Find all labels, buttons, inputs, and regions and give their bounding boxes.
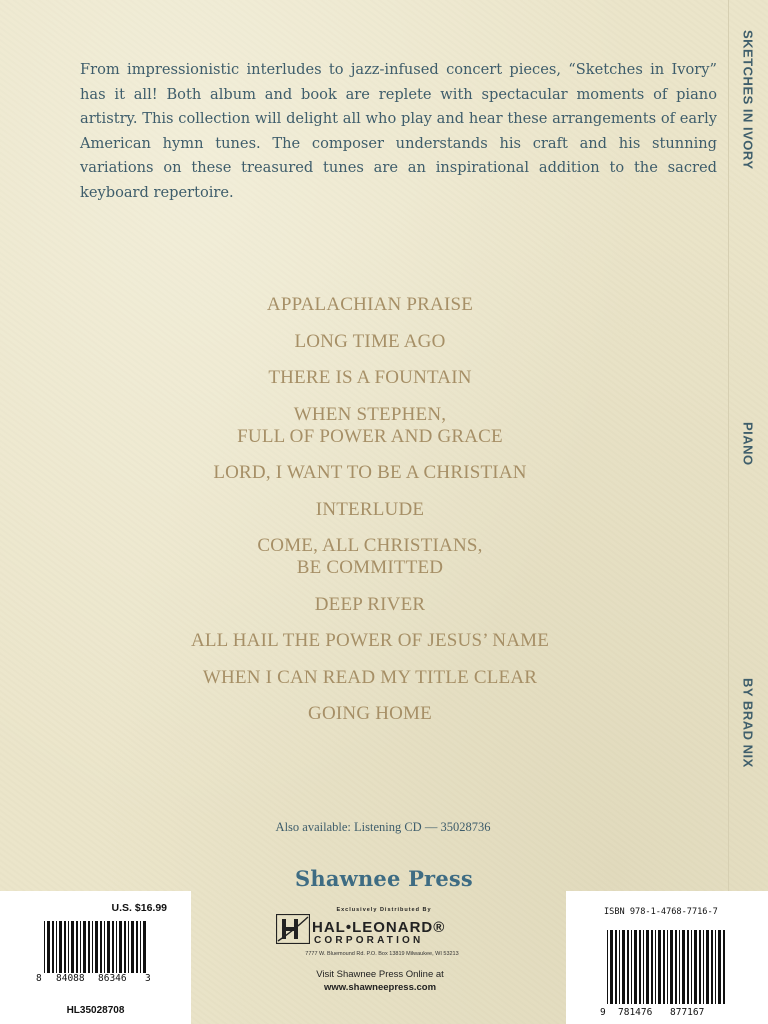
contents-item <box>170 535 570 579</box>
contents-item-title: WHEN I CAN READ MY TITLE CLEAR <box>202 666 538 688</box>
upc-digit-group: 86346 <box>98 973 127 984</box>
upc-barcode-icon <box>44 921 148 973</box>
also-available-note: Also available: Listening CD — 35028736 <box>275 820 491 834</box>
contents-item <box>170 404 570 448</box>
contents-item <box>170 294 570 316</box>
contents-item-title: COME, ALL CHRISTIANS, <box>257 535 483 556</box>
distributor-corporation: CORPORATION <box>314 935 424 946</box>
isbn-digit-group: 781476 <box>618 1007 653 1018</box>
contents-item-title: ALL HAIL THE POWER OF JESUS’ NAME <box>190 630 550 651</box>
spine-author: BY BRAD NIX <box>740 678 756 768</box>
contents-list <box>170 294 570 740</box>
spine-divider <box>728 0 729 1024</box>
contents-item-title: LORD, I WANT TO BE A CHRISTIAN <box>213 462 527 483</box>
publisher-logo-text: Shawnee Press <box>295 866 473 891</box>
spine-instrument: PIANO <box>740 422 756 466</box>
description-blurb: From impressionistic interludes to jazz-infused concert pieces, “Sketches in Ivory” has it all! Both album and book are replete with spectacular moments of piano artistry. This collection will delight all who play and hear these arrangements of early American hymn tunes. The composer understands his craft and his stunning variations on these treasured tunes are an inspirational addition to the sacred keyboard repertoire. <box>80 61 717 201</box>
upc-digit-group: 84088 <box>56 973 85 984</box>
contents-item-title: WHEN STEPHEN, <box>293 403 447 425</box>
contents-item <box>170 667 570 689</box>
upc-digit-group: 3 <box>145 973 151 984</box>
isbn-box <box>566 891 768 1024</box>
contents-item-title: APPALACHIAN PRAISE <box>266 294 474 315</box>
contents-item <box>170 630 570 652</box>
isbn-digit-group: 9 <box>600 1007 606 1018</box>
spine-title: SKETCHES IN IVORY <box>740 30 756 170</box>
contents-item <box>170 594 570 616</box>
contents-item <box>170 462 570 484</box>
distributor-name: HAL•LEONARD® <box>312 919 446 936</box>
product-code: HL35028708 <box>66 1005 125 1016</box>
distributed-by-label: Exclusively Distributed By <box>336 907 432 913</box>
contents-item-title: DEEP RIVER <box>314 593 426 615</box>
visit-website-note <box>260 968 500 994</box>
price-label: U.S. $16.99 <box>111 902 167 914</box>
isbn-barcode-icon <box>607 930 729 1004</box>
contents-item-title-line2: BE COMMITTED <box>296 557 444 578</box>
distributor-address: 7777 W. Bluemound Rd. P.O. Box 13819 Milwaukee, WI 53213 <box>305 951 459 957</box>
contents-item-title: THERE IS A FOUNTAIN <box>268 367 472 388</box>
visit-text: Visit Shawnee Press Online at <box>316 969 444 980</box>
contents-item-title: INTERLUDE <box>315 498 425 520</box>
contents-item <box>170 703 570 725</box>
upc-box <box>0 891 191 1024</box>
contents-item-title: GOING HOME <box>308 703 432 724</box>
hal-leonard-logo-icon <box>276 914 310 944</box>
contents-item-title: LONG TIME AGO <box>294 330 446 352</box>
contents-item <box>170 331 570 353</box>
contents-item-title-line2: FULL OF POWER AND GRACE <box>237 425 503 447</box>
contents-item <box>170 367 570 389</box>
isbn-digit-group: 877167 <box>670 1007 705 1018</box>
contents-item <box>170 499 570 521</box>
website-url: www.shawneepress.com <box>323 982 437 993</box>
upc-digit-group: 8 <box>36 973 42 984</box>
isbn-number: ISBN 978-1-4768-7716-7 <box>604 907 718 917</box>
